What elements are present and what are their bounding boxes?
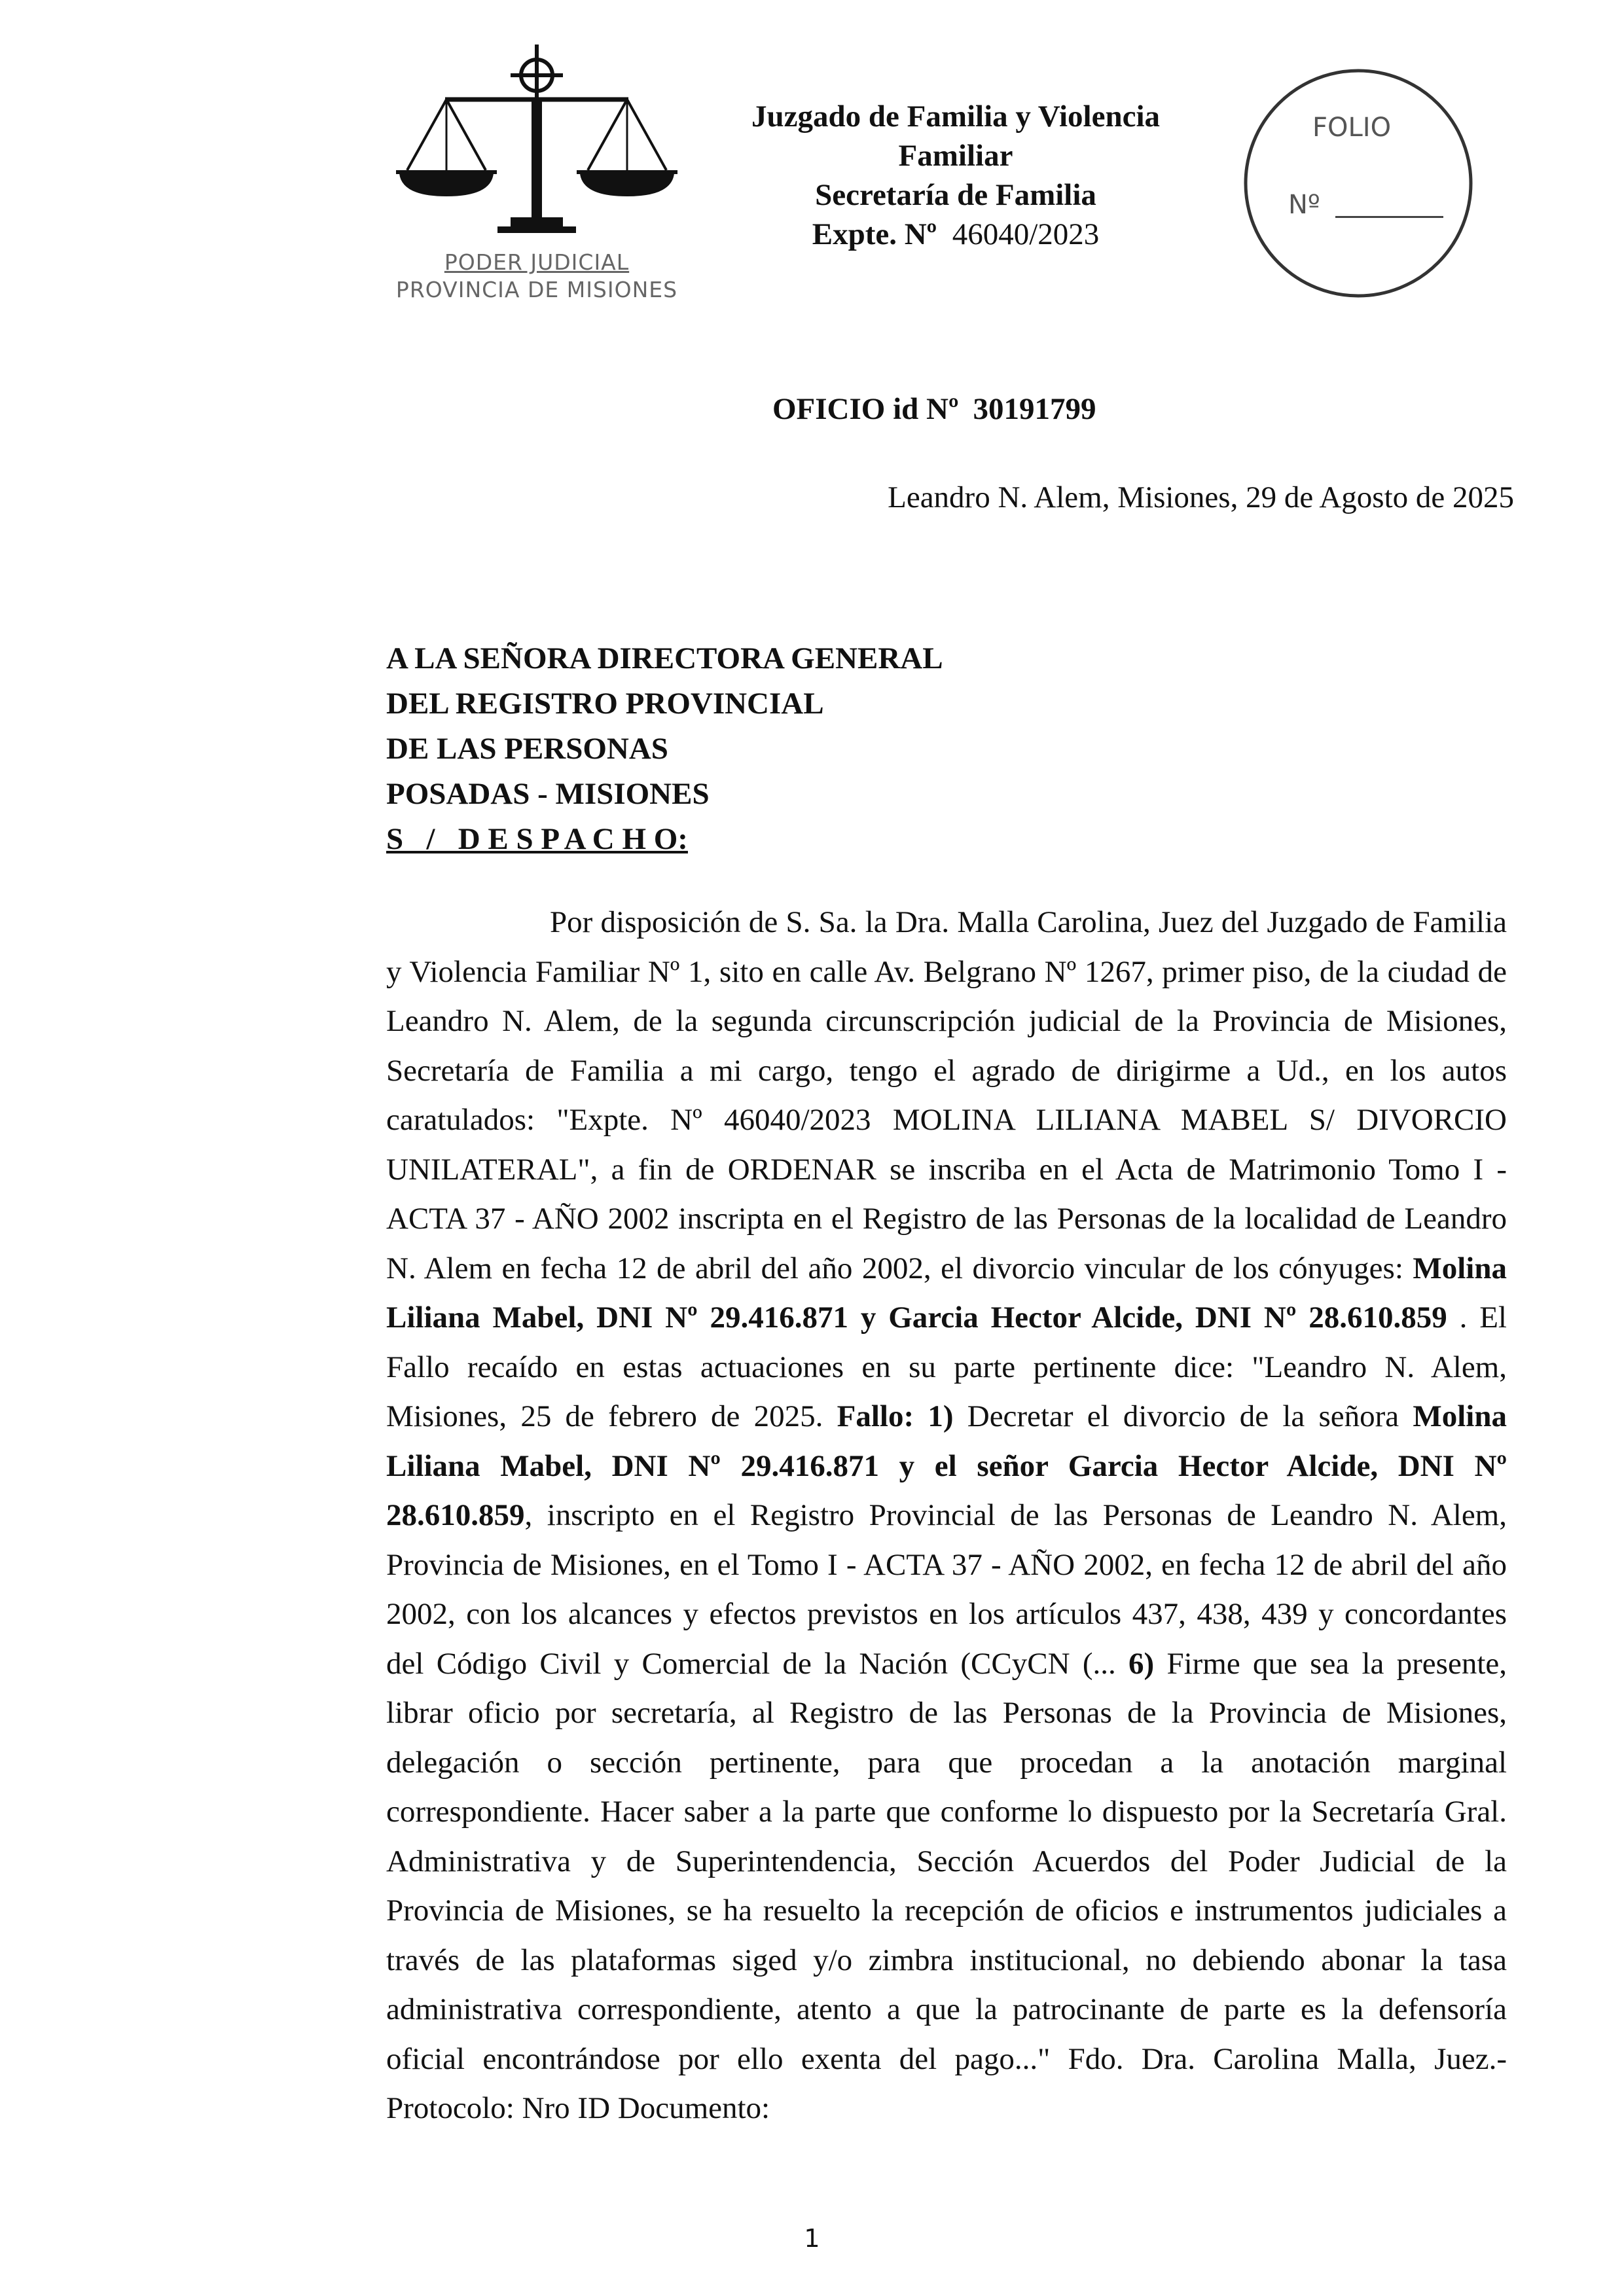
oficio-title	[772, 391, 1096, 427]
expte-line	[694, 215, 1218, 254]
date-line: Leandro N. Alem, Misiones, 29 de Agosto de 2025	[888, 480, 1514, 514]
court-line-2: Familiar	[898, 139, 1013, 173]
addressee-line-1: A LA SEÑORA DIRECTORA GENERAL	[386, 641, 943, 675]
body-paragraph	[386, 898, 1507, 2134]
page-number: 1	[804, 2224, 820, 2253]
oficio-number: 30191799	[973, 392, 1096, 426]
addressee-line-4: POSADAS - MISIONES	[386, 777, 710, 811]
body-text-5: Firme que sea la presente, librar oficio por secretaría, al Registro de las Personas de la Provincia de Misiones, delegación o sección pertinente, para que procedan a la anotación marginal correspondiente. Hacer saber a la parte que conforme lo dispuesto por la Secretaría Gral. Administrativa y de Superintendencia, Sección Acuerdos del Poder Judicial de la Provincia de Misiones, se ha resuelto la recepción de oficios e instrumentos judiciales a través de las plataformas siged y/o zimbra institucional, no debiendo abonar la tasa administrativa correspondiente, atento a que la patrocinante de parte es la defensoría oficial encontrándose por ello exenta del pago..." Fdo. Dra. Carolina Malla, Juez.- Protocolo: Nro ID Documento:	[386, 1646, 1507, 2125]
court-line-3: Secretaría de Familia	[815, 178, 1096, 212]
point-six-bold: 6)	[1128, 1646, 1155, 1681]
logo-line-1: PODER JUDICIAL	[444, 249, 630, 275]
folio-label: FOLIO	[1312, 113, 1392, 143]
addressee-line-2: DEL REGISTRO PROVINCIAL	[386, 687, 824, 721]
body-text-3: Decretar el divorcio de la señora	[953, 1399, 1413, 1433]
stamp-circle-icon	[1240, 65, 1476, 301]
spouses-bold-1: Molina Liliana Mabel, DNI Nº 29.416.871 y Garcia Hector Alcide, DNI Nº 28.610.859	[386, 1251, 1507, 1335]
folio-stamp	[1240, 65, 1476, 301]
justice-scales-icon	[393, 39, 681, 242]
expte-number: 46040/2023	[952, 217, 1100, 251]
addressee-line-3: DE LAS PERSONAS	[386, 732, 668, 766]
folio-blank-line	[1335, 216, 1443, 218]
court-logo	[393, 39, 681, 302]
court-line-1: Juzgado de Familia y Violencia	[751, 99, 1161, 134]
fallo-bold: Fallo: 1)	[837, 1399, 954, 1433]
body-text-1: Por disposición de S. Sa. la Dra. Malla Carolina, Juez del Juzgado de Familia y Violencia Familiar Nº 1, sito en calle Av. Belgrano Nº 1267, primer piso, de la ciudad de Leandro N. Alem, de la segunda circunscripción judicial de la Provincia de Misiones, Secretaría de Familia a mi cargo, tengo el agrado de dirigirme a Ud., en los autos caratulados: "Expte. Nº 46040/2023 MOLINA LILIANA MABEL S/ DIVORCIO UNILATERAL", a fin de ORDENAR se inscriba en el Acta de Matrimonio Tomo I - ACTA 37 - AÑO 2002 inscripta en el Registro de las Personas de la localidad de Leandro N. Alem en fecha 12 de abril del año 2002, el divorcio vincular de los cónyuges:	[386, 905, 1507, 1285]
body-text-4: , inscripto en el Registro Provincial de las Personas de Leandro N. Alem, Provincia de Misiones, en el Tomo I - ACTA 37 - AÑO 2002, en fecha 12 de abril del año 2002, con los alcances y efectos previstos en los artículos 437, 438, 439 y concordantes del Código Civil y Comercial de la Nación (CCyCN (...	[386, 1498, 1507, 1681]
expte-label: Expte. Nº	[812, 217, 937, 251]
addressee-block	[386, 636, 943, 862]
logo-line-2: PROVINCIA DE MISIONES	[395, 277, 678, 302]
spouses-bold-2: Molina Liliana Mabel, DNI Nº 29.416.871 y el señor Garcia Hector Alcide, DNI Nº 28.610.859	[386, 1399, 1507, 1532]
body-text-2: . El Fallo recaído en estas actuaciones en su parte pertinente dice: "Leandro N. Alem, Misiones, 25 de febrero de 2025.	[386, 1300, 1507, 1433]
court-heading	[694, 97, 1218, 254]
oficio-label: OFICIO id Nº	[772, 392, 959, 426]
despacho-line: S / D E S P A C H O:	[386, 822, 688, 856]
folio-number-label: Nº	[1288, 190, 1320, 220]
